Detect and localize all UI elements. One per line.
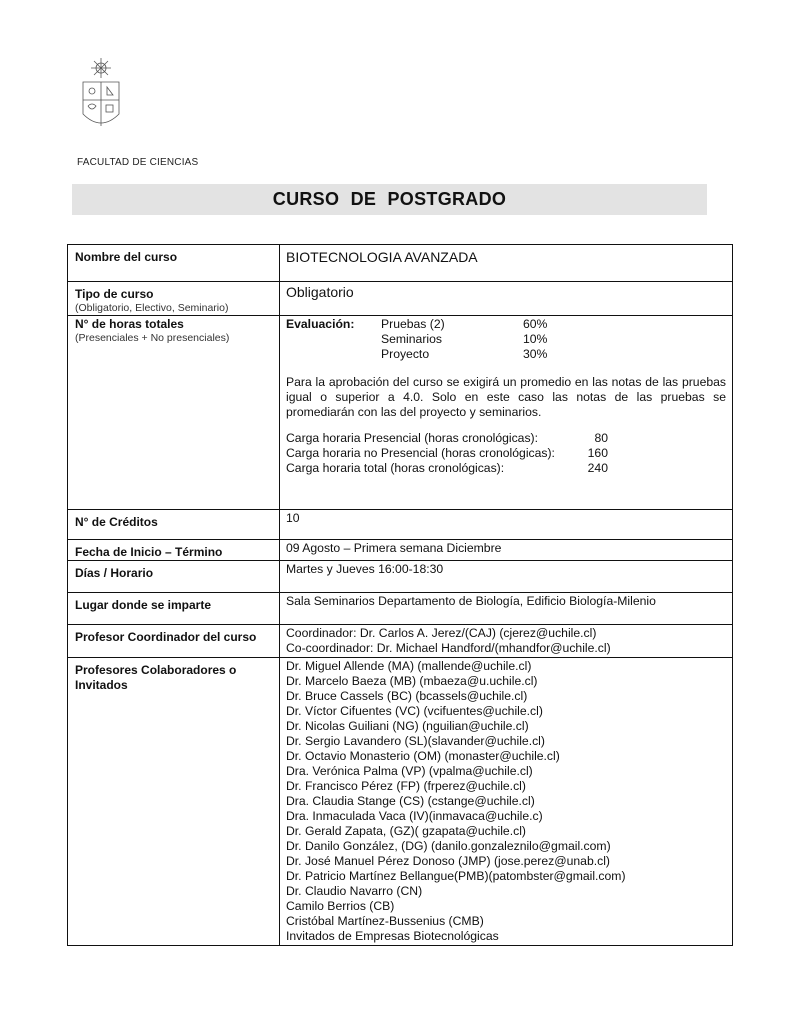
course-name-text: BIOTECNOLOGIA AVANZADA: [286, 249, 478, 265]
collaborator-line: Invitados de Empresas Biotecnológicas: [286, 929, 499, 943]
load-value: 80: [594, 431, 608, 445]
collaborator-line: Dr. Sergio Lavandero (SL)(slavander@uchile.cl): [286, 734, 545, 748]
collaborator-line: Dr. Danilo González, (DG) (danilo.gonzaleznilo@gmail.com): [286, 839, 611, 853]
start-end-value: 09 Agosto – Primera semana Diciembre: [280, 540, 733, 561]
collaborator-line: Dr. Miguel Allende (MA) (mallende@uchile.cl): [286, 659, 532, 673]
evaluation-item: Pruebas (2): [381, 317, 445, 331]
row-course-type: [68, 282, 733, 316]
collaborator-line: Cristóbal Martínez-Bussenius (CMB): [286, 914, 484, 928]
credits-label: N° de Créditos: [68, 510, 280, 540]
hour-loads: [286, 431, 726, 476]
coordinator-value: [280, 625, 733, 658]
evaluation-item: Seminarios: [381, 332, 442, 346]
course-name-value: [280, 245, 733, 282]
row-start-end: [68, 540, 733, 561]
course-type-sublabel: (Obligatorio, Electivo, Seminario): [75, 302, 229, 314]
course-table: [67, 244, 733, 946]
row-place: [68, 593, 733, 625]
row-coordinator: [68, 625, 733, 658]
hours-label: N° de horas totales: [75, 317, 184, 331]
load-value: 240: [587, 461, 608, 475]
faculty-name: FACULTAD DE CIENCIAS: [77, 157, 199, 168]
coordinator-line: Coordinador: Dr. Carlos A. Jerez/(CAJ) (cjerez@uchile.cl): [286, 626, 597, 640]
collaborator-line: Dr. Octavio Monasterio (OM) (monaster@uchile.cl): [286, 749, 560, 763]
collaborator-line: Dr. Patricio Martínez Bellangue(PMB)(patombster@gmail.com): [286, 869, 626, 883]
collaborator-line: Dra. Verónica Palma (VP) (vpalma@uchile.cl): [286, 764, 533, 778]
course-type-label: Tipo de curso: [75, 287, 154, 301]
load-row: [286, 446, 726, 461]
course-type-value: [280, 282, 733, 316]
evaluation-pct: 60%: [523, 317, 548, 331]
evaluation-grid: [286, 317, 726, 362]
collaborator-line: Dr. Nicolas Guiliani (NG) (nguilian@uchile.cl): [286, 719, 529, 733]
collaborator-line: Dr. Bruce Cassels (BC) (bcassels@uchile.cl): [286, 689, 528, 703]
coordinator-label: Profesor Coordinador del curso: [68, 625, 280, 658]
page-title: CURSO DE POSTGRADO: [272, 189, 507, 209]
schedule-value: Martes y Jueves 16:00-18:30: [280, 561, 733, 593]
hours-value: [280, 316, 733, 510]
row-hours: [68, 316, 733, 510]
schedule-label: Días / Horario: [68, 561, 280, 593]
load-row: [286, 461, 726, 476]
collaborator-line: Dr. Marcelo Baeza (MB) (mbaeza@u.uchile.cl): [286, 674, 538, 688]
load-label: Carga horaria total (horas cronológicas):: [286, 461, 505, 475]
row-schedule: [68, 561, 733, 593]
course-type-text: Obligatorio: [286, 284, 354, 300]
evaluation-pct: 10%: [523, 332, 548, 346]
evaluation-label: Evaluación:: [286, 317, 355, 331]
credits-value: 10: [280, 510, 733, 540]
course-name-label: Nombre del curso: [68, 245, 280, 282]
coordinator-line: Co-coordinador: Dr. Michael Handford/(mhandfor@uchile.cl): [286, 641, 611, 655]
row-credits: [68, 510, 733, 540]
title-band: [72, 184, 707, 215]
load-row: [286, 431, 726, 446]
collaborator-line: Camilo Berrios (CB): [286, 899, 395, 913]
collaborator-line: Dr. Gerald Zapata, (GZ)( gzapata@uchile.cl): [286, 824, 526, 838]
collaborator-line: Dra. Inmaculada Vaca (IV)(inmavaca@uchile.c): [286, 809, 543, 823]
row-course-name: [68, 245, 733, 282]
collaborator-line: Dr. José Manuel Pérez Donoso (JMP) (jose.perez@unab.cl): [286, 854, 610, 868]
collaborators-label: Profesores Colaboradores o Invitados: [68, 658, 280, 946]
evaluation-pct: 30%: [523, 347, 548, 361]
collaborator-line: Dr. Claudio Navarro (CN): [286, 884, 423, 898]
load-value: 160: [587, 446, 608, 460]
approval-text: Para la aprobación del curso se exigirá un promedio en las notas de las pruebas igual o superior a 4.0. Solo en este caso las notas de las pruebas se promediarán con las del proyecto y seminarios.: [286, 375, 726, 419]
load-label: Carga horaria Presencial (horas cronológicas):: [286, 431, 538, 445]
row-collaborators: [68, 658, 733, 946]
hours-sublabel: (Presenciales + No presenciales): [75, 332, 230, 344]
place-label: Lugar donde se imparte: [68, 593, 280, 625]
evaluation-item: Proyecto: [381, 347, 430, 361]
collaborators-value: [280, 658, 733, 946]
course-type-label-cell: [68, 282, 280, 316]
place-value: Sala Seminarios Departamento de Biología, Edificio Biología-Milenio: [280, 593, 733, 625]
university-seal-icon: [77, 56, 125, 136]
start-end-label: Fecha de Inicio – Término: [68, 540, 280, 561]
hours-label-cell: [68, 316, 280, 510]
collaborator-line: Dr. Francisco Pérez (FP) (frperez@uchile.cl): [286, 779, 526, 793]
collaborator-line: Dr. Víctor Cifuentes (VC) (vcifuentes@uchile.cl): [286, 704, 543, 718]
collaborator-line: Dra. Claudia Stange (CS) (cstange@uchile.cl): [286, 794, 535, 808]
load-label: Carga horaria no Presencial (horas cronológicas):: [286, 446, 555, 460]
